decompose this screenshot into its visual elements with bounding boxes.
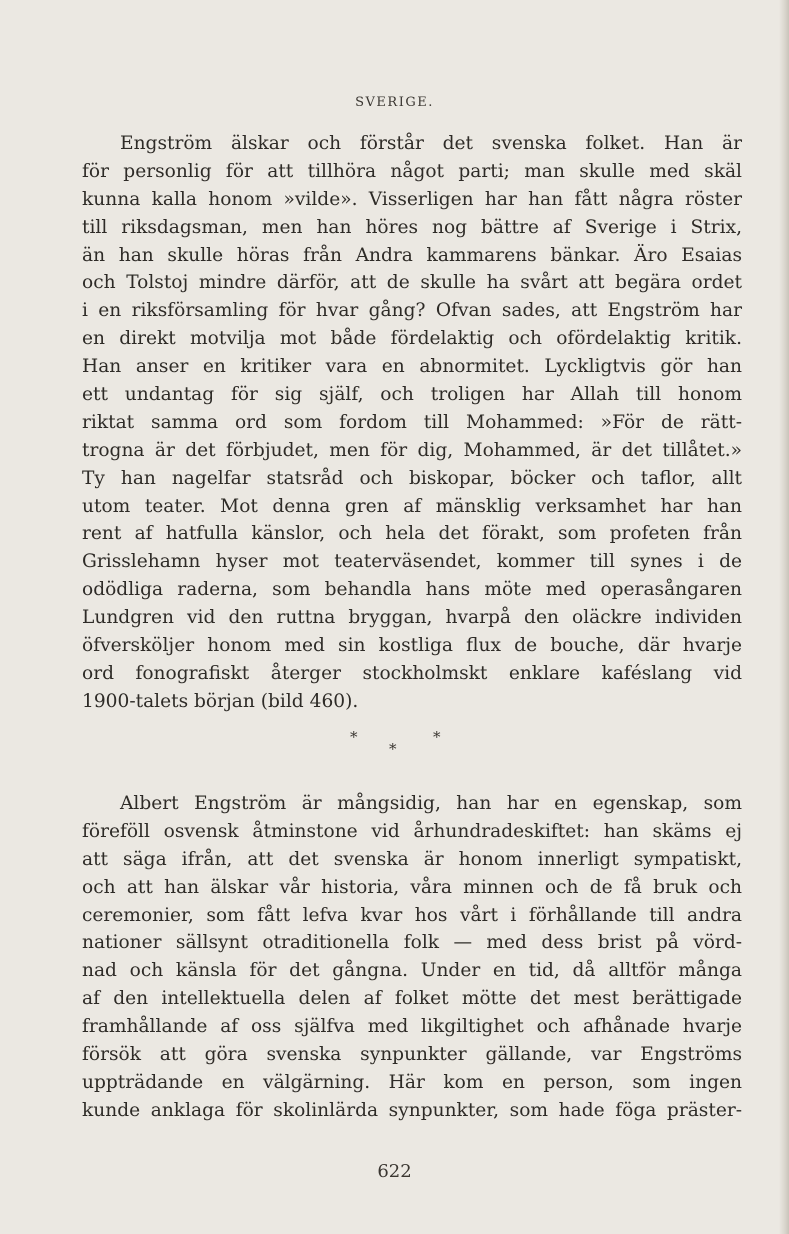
text-line: uppträdande en välgärning. Här kom en person, som ingen [82, 1071, 742, 1093]
text-line: föreföll osvensk åtminstone vid århundradeskiftet: han skäms ej [82, 820, 742, 842]
text-line: af den intellektuella delen af folket mötte det mest berättigade [82, 988, 742, 1010]
text-line: ett undantag för sig själf, och troligen har Allah till honom [82, 384, 742, 406]
running-head: SVERIGE. [355, 95, 434, 110]
text-line: Han anser en kritiker vara en abnormitet. Lyckligtvis gör han [82, 356, 742, 378]
page-number: 622 [377, 1161, 412, 1182]
text-line: och att han älskar vår historia, våra minnen och de få bruk och [82, 876, 742, 898]
text-line: öfversköljer honom med sin kostliga flux de bouche, där hvarje [82, 635, 742, 657]
text-line: ord fonografiskt återger stockholmskt enklare kaféslang vid [82, 662, 742, 684]
text-line: till riksdagsman, men han höres nog bättre af Sverige i Strix, [82, 216, 742, 238]
text-line: Engström älskar och förstår det svenska folket. Han är [120, 133, 742, 154]
text-line: nationer sällsynt otraditionella folk — med dess brist på vörd- [82, 932, 742, 954]
paragraph-1 [82, 130, 742, 716]
text-line: kunna kalla honom »vilde». Visserligen har han fått några röster [82, 188, 742, 210]
text-line: Ty han nagelfar statsråd och biskopar, böcker och taflor, allt [82, 467, 742, 489]
text-line: kunde anklaga för skolinlärda synpunkter, som hade föga präster- [82, 1099, 742, 1121]
text-line: trogna är det förbjudet, men för dig, Mohammed, är det tillåtet.» [82, 439, 742, 461]
text-line: odödliga raderna, som behandla hans möte med operasångaren [82, 579, 742, 601]
text-line: 1900-talets början (bild 460). [82, 690, 359, 712]
text-line: försök att göra svenska synpunkter gällande, var Engströms [82, 1044, 742, 1066]
text-line: ceremonier, som fått lefva kvar hos vårt i förhållande till andra [82, 904, 742, 926]
text-line: och Tolstoj mindre därför, att de skulle ha svårt att begära ordet [82, 272, 742, 294]
separator-asterisk: * [350, 728, 358, 746]
page-edge [779, 0, 789, 1234]
separator-asterisk: * [433, 728, 441, 746]
text-line: Grisslehamn hyser mot teaterväsendet, kommer till synes i de [82, 551, 742, 573]
text-line: i en riksförsamling för hvar gång? Ofvan sades, att Engström har [82, 300, 742, 322]
text-line: att säga ifrån, att det svenska är honom innerligt sympatiskt, [82, 848, 742, 870]
text-line: rent af hatfulla känslor, och hela det förakt, som profeten från [82, 523, 742, 545]
paragraph-2 [82, 790, 742, 1125]
text-line: en direkt motvilja mot både fördelaktig och ofördelaktig kritik. [82, 328, 742, 350]
text-line: framhållande af oss själfva med likgiltighet och afhånade hvarje [82, 1016, 742, 1038]
text-line: för personlig för att tillhöra något parti; man skulle med skäl [82, 160, 742, 182]
text-line: utom teater. Mot denna gren af mänsklig verksamhet har han [82, 495, 742, 517]
separator-asterisk: * [389, 740, 397, 758]
text-line: nad och känsla för det gångna. Under en tid, då alltför många [82, 960, 742, 982]
text-line: än han skulle höras från Andra kammarens bänkar. Äro Esaias [82, 244, 742, 266]
text-line: riktat samma ord som fordom till Mohammed: »För de rätt- [82, 411, 742, 433]
text-line: Albert Engström är mångsidig, han har en egenskap, som [120, 793, 742, 814]
text-line: Lundgren vid den ruttna bryggan, hvarpå den oläckre individen [82, 607, 742, 629]
